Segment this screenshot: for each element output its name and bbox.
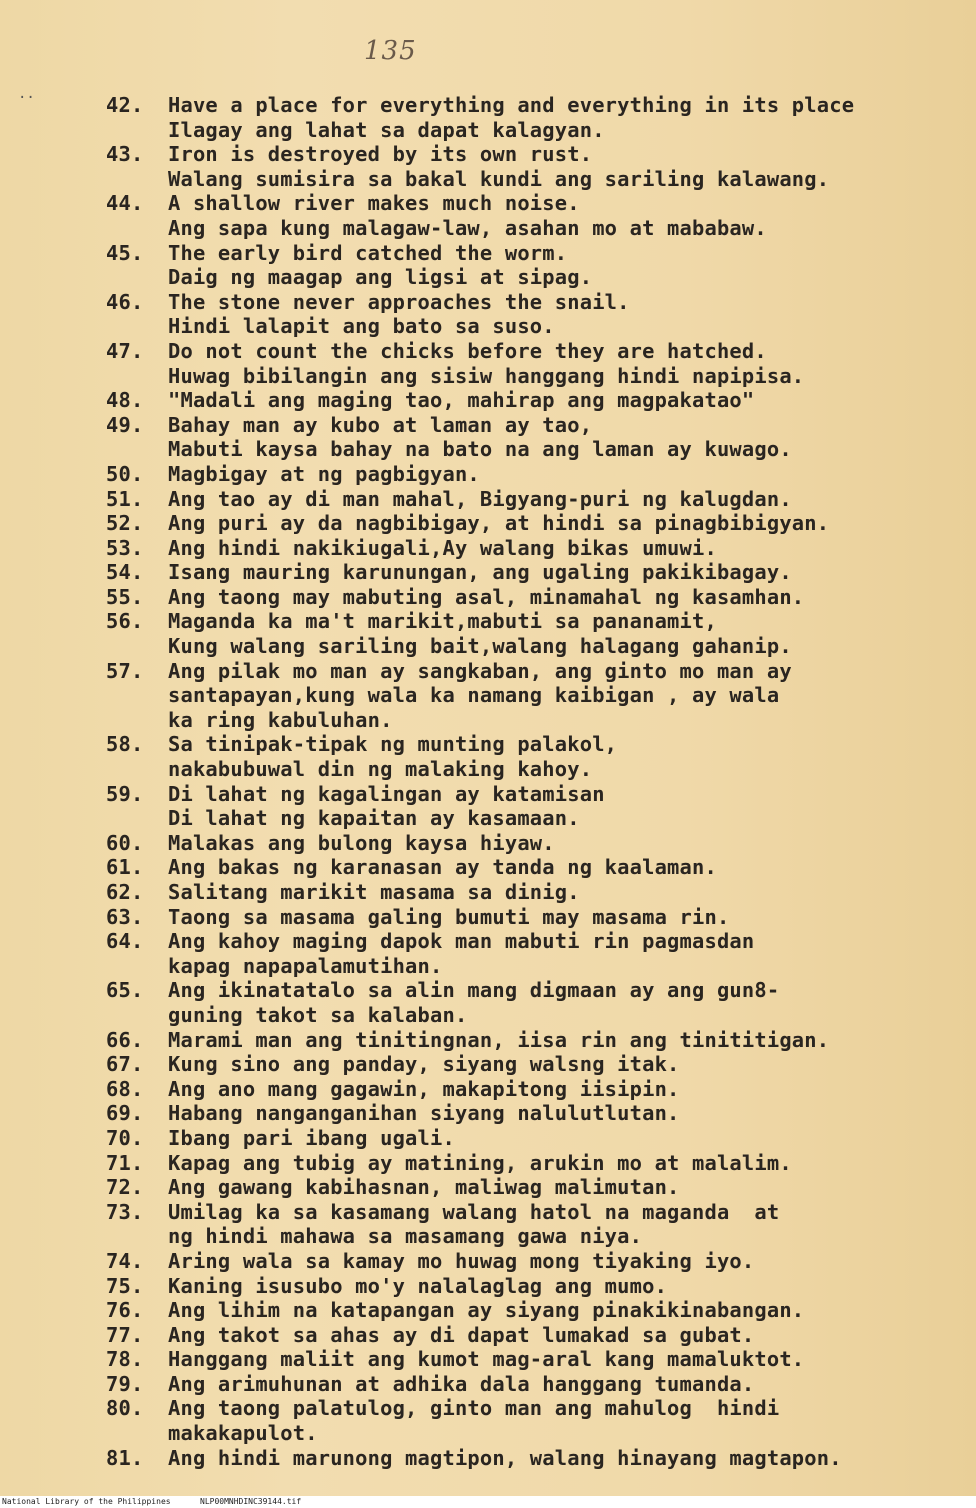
entry-text [168,880,966,905]
proverb-entry [106,732,966,781]
entry-line: Ang sapa kung malagaw-law, asahan mo at mababaw. [168,215,767,240]
entry-number: 57. [106,658,144,683]
proverb-entry [106,659,966,733]
entry-number: 76. [106,1298,144,1323]
proverb-entry [106,1052,966,1077]
entry-line: santapayan,kung wala ka namang kaibigan , ay wala [168,683,780,708]
proverb-entry [106,93,966,142]
entry-line: Ang taong palatulog, ginto man ang mahulog hindi [168,1396,780,1421]
entry-number: 43. [106,142,144,167]
entry-line: Kung walang sariling bait,walang halagang gahanip. [168,634,792,659]
entry-number: 69. [106,1101,144,1126]
proverb-entry [106,1077,966,1102]
entry-text [168,241,966,290]
proverb-entry [106,241,966,290]
proverb-entry [106,855,966,880]
entry-number: 61. [106,855,144,880]
entry-line: The early bird catched the worm. [168,240,568,265]
entry-line: Kapag ang tubig ay matining, arukin mo at malalim. [168,1150,792,1175]
entry-number: 60. [106,830,144,855]
proverb-entry [106,585,966,610]
entry-text [168,1077,966,1102]
entry-number: 62. [106,880,144,904]
proverb-entry [106,1298,966,1323]
entry-line: Ang taong may mabuting asal, minamahal ng kasamhan. [168,584,805,609]
entry-line: Ang kahoy maging dapok man mabuti rin pagmasdan [168,929,755,954]
entry-line: Ang puri ay da nagbibigay, at hindi sa pinagbibigyan. [168,511,830,536]
proverb-list [106,93,966,1470]
entry-line: Ang takot sa ahas ay di dapat lumakad sa gubat. [168,1322,755,1347]
footer-library: National Library of the Philippines [2,1497,171,1506]
entry-line: Taong sa masama galing bumuti may masama rin. [168,904,730,929]
entry-line: Ibang pari ibang ugali. [168,1125,455,1150]
entry-number: 79. [106,1371,144,1396]
entry-number: 78. [106,1347,144,1372]
entry-text [168,191,966,240]
entry-line: Mabuti kaysa bahay na bato na ang laman ay kuwago. [168,437,792,462]
entry-line: "Madali ang maging tao, mahirap ang magpakatao" [168,388,755,413]
entry-number: 74. [106,1248,144,1273]
entry-line: Salitang marikit masama sa dinig. [168,880,580,904]
scan-footer [0,1496,976,1508]
proverb-entry [106,487,966,512]
proverb-entry [106,290,966,339]
entry-line: Marami man ang tinitingnan, iisa rin ang tinititigan. [168,1027,830,1052]
entry-number: 63. [106,904,144,929]
entry-number: 59. [106,781,144,806]
entry-line: Ang pilak mo man ay sangkaban, ang ginto mo man ay [168,658,792,683]
entry-line: Magbigay at ng pagbigyan. [168,461,480,486]
entry-line: ng hindi mahawa sa masamang gawa niya. [168,1224,643,1249]
entry-line: Aring wala sa kamay mo huwag mong tiyaking iyo. [168,1248,755,1273]
proverb-entry [106,339,966,388]
entry-text [168,93,966,142]
entry-number: 47. [106,338,144,363]
entry-text [168,413,966,462]
entry-number: 52. [106,511,144,536]
entry-text [168,1151,966,1176]
proverb-entry [106,1126,966,1151]
proverb-entry [106,905,966,930]
proverb-entry [106,1028,966,1053]
entry-number: 65. [106,978,144,1003]
entry-number: 56. [106,609,144,634]
entry-line: Maganda ka ma't marikit,mabuti sa pananamit, [168,609,717,634]
entry-line: Ang hindi marunong magtipon, walang hinayang magtapon. [168,1445,842,1470]
entry-line: Walang sumisira sa bakal kundi ang sariling kalawang. [168,166,830,191]
margin-marks: .. [18,86,35,102]
proverb-entry [106,462,966,487]
proverb-entry [106,782,966,831]
proverb-entry [106,929,966,978]
entry-line: Hindi lalapit ang bato sa suso. [168,314,555,339]
entry-text [168,1347,966,1372]
entry-text [168,1323,966,1348]
entry-text [168,978,966,1027]
entry-text [168,388,966,413]
entry-number: 77. [106,1322,144,1347]
entry-text [168,1446,966,1471]
proverb-entry [106,1151,966,1176]
proverb-entry [106,560,966,585]
proverb-entry [106,1396,966,1445]
entry-text [168,609,966,658]
proverb-entry [106,880,966,905]
entry-line: Ilagay ang lahat sa dapat kalagyan. [168,117,605,142]
entry-line: guning takot sa kalaban. [168,1002,468,1027]
proverb-entry [106,1101,966,1126]
entry-line: Have a place for everything and everything in its place [168,93,855,117]
entry-line: Sa tinipak-tipak ng munting palakol, [168,732,618,757]
entry-number: 46. [106,289,144,314]
entry-number: 54. [106,560,144,585]
entry-text [168,487,966,512]
entry-number: 66. [106,1027,144,1052]
entry-number: 72. [106,1175,144,1200]
entry-number: 80. [106,1396,144,1421]
proverb-entry [106,388,966,413]
proverb-entry [106,1274,966,1299]
entry-line: ka ring kabuluhan. [168,707,393,732]
proverb-entry [106,413,966,462]
entry-line: Ang tao ay di man mahal, Bigyang-puri ng kalugdan. [168,486,792,511]
entry-number: 58. [106,732,144,757]
proverb-entry [106,1446,966,1471]
entry-line: Ang ikinatatalo sa alin mang digmaan ay ang gun8- [168,978,780,1003]
entry-text [168,1249,966,1274]
entry-line: Ang hindi nakikiugali,Ay walang bikas umuwi. [168,535,717,560]
entry-text [168,511,966,536]
entry-line: Di lahat ng kagalingan ay katamisan [168,781,605,806]
entry-line: Iron is destroyed by its own rust. [168,142,593,167]
entry-line: Kung sino ang panday, siyang walsng itak. [168,1052,680,1077]
entry-text [168,462,966,487]
proverb-entry [106,1175,966,1200]
entry-line: Ang lihim na katapangan ay siyang pinakikinabangan. [168,1298,805,1323]
proverb-entry [106,536,966,561]
entry-text [168,1126,966,1151]
entry-number: 67. [106,1052,144,1077]
proverb-entry [106,142,966,191]
entry-number: 48. [106,388,144,413]
entry-text [168,831,966,856]
proverb-entry [106,978,966,1027]
entry-line: Huwag bibilangin ang sisiw hanggang hindi napipisa. [168,363,805,388]
proverb-entry [106,1372,966,1397]
entry-number: 45. [106,240,144,265]
entry-line: Umilag ka sa kasamang walang hatol na maganda at [168,1199,780,1224]
proverb-entry [106,511,966,536]
entry-text [168,290,966,339]
entry-text [168,1396,966,1445]
proverb-entry [106,831,966,856]
entry-line: Ang ano mang gagawin, makapitong iisipin. [168,1076,680,1101]
entry-text [168,659,966,733]
entry-line: The stone never approaches the snail. [168,289,630,314]
entry-text [168,1298,966,1323]
entry-text [168,339,966,388]
entry-text [168,905,966,930]
entry-number: 49. [106,412,144,437]
entry-text [168,536,966,561]
entry-line: Bahay man ay kubo at laman ay tao, [168,412,593,437]
proverb-entry [106,1249,966,1274]
entry-text [168,782,966,831]
entry-line: makakapulot. [168,1421,318,1446]
entry-number: 75. [106,1273,144,1298]
entry-number: 71. [106,1150,144,1175]
entry-line: Hanggang maliit ang kumot mag-aral kang mamaluktot. [168,1347,805,1372]
entry-line: Daig ng maagap ang ligsi at sipag. [168,265,593,290]
proverb-entry [106,609,966,658]
entry-line: Ang gawang kabihasnan, maliwag malimutan. [168,1175,680,1200]
entry-line: Isang mauring karunungan, ang ugaling pakikibagay. [168,560,792,585]
entry-line: Kaning isusubo mo'y nalalaglag ang mumo. [168,1273,668,1298]
proverb-entry [106,1323,966,1348]
entry-number: 81. [106,1445,144,1470]
entry-text [168,1274,966,1299]
entry-number: 50. [106,461,144,486]
entry-line: A shallow river makes much noise. [168,191,580,216]
entry-number: 68. [106,1076,144,1101]
entry-number: 73. [106,1199,144,1224]
footer-filename: NLP00MNHDINC39144.tif [200,1497,302,1506]
entry-text [168,560,966,585]
proverb-entry [106,1347,966,1372]
entry-number: 55. [106,584,144,609]
entry-number: 42. [106,93,144,117]
entry-number: 64. [106,929,144,954]
entry-line: nakabubuwal din ng malaking kahoy. [168,757,593,782]
entry-text [168,1372,966,1397]
entry-line: Ang arimuhunan at adhika dala hanggang tumanda. [168,1371,755,1396]
entry-line: kapag napapalamutihan. [168,953,443,978]
entry-number: 44. [106,191,144,216]
entry-line: Malakas ang bulong kaysa hiyaw. [168,830,555,855]
entry-text [168,732,966,781]
entry-line: Habang nanganganihan siyang nalulutlutan. [168,1101,680,1126]
entry-line: Ang bakas ng karanasan ay tanda ng kaalaman. [168,855,717,880]
entry-text [168,1028,966,1053]
entry-line: Do not count the chicks before they are hatched. [168,338,767,363]
proverb-entry [106,191,966,240]
entry-text [168,929,966,978]
entry-text [168,585,966,610]
entry-text [168,1200,966,1249]
entry-number: 53. [106,535,144,560]
proverb-entry [106,1200,966,1249]
entry-line: Di lahat ng kapaitan ay kasamaan. [168,806,580,831]
entry-text [168,1052,966,1077]
entry-number: 51. [106,486,144,511]
entry-text [168,1175,966,1200]
entry-text [168,1101,966,1126]
entry-text [168,855,966,880]
entry-number: 70. [106,1125,144,1150]
entry-text [168,142,966,191]
page-number: 135 [364,36,417,66]
